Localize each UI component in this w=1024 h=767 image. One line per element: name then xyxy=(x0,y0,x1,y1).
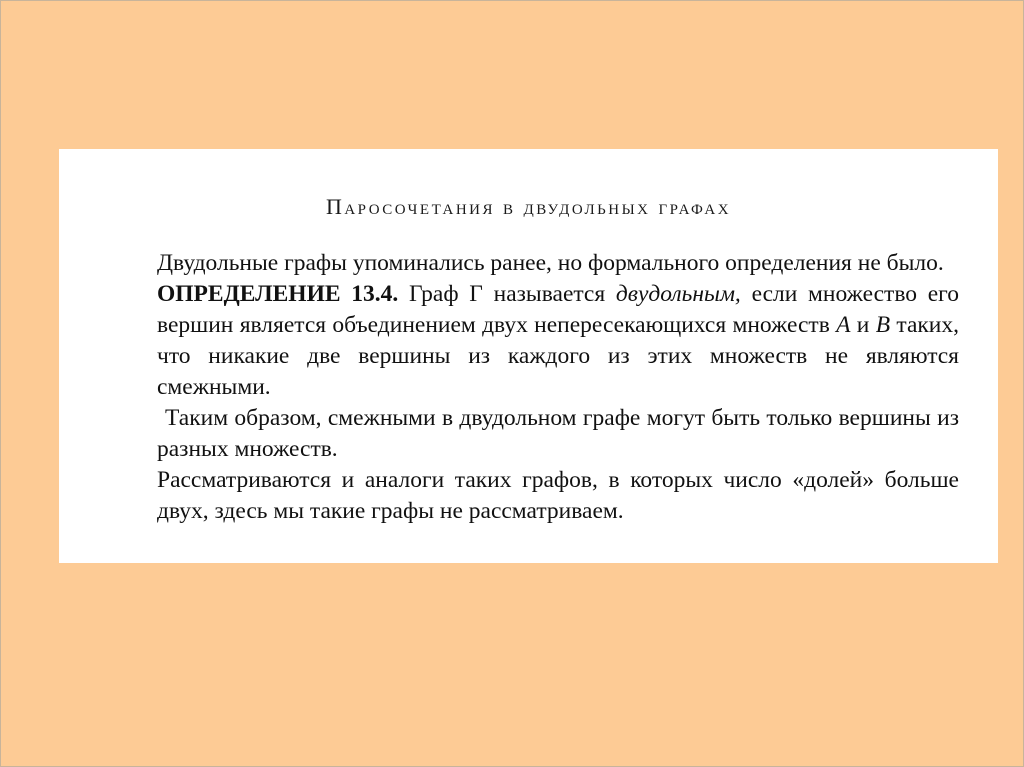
intro-paragraph: Двудольные графы упоминались ранее, но формального определения не было. xyxy=(157,250,944,276)
set-b-symbol: B xyxy=(875,312,891,338)
slide-heading: Паросочетания в двудольных графах xyxy=(325,194,732,219)
definition-text-b: если множество его вершин является объединением двух непересекающихся множеств xyxy=(157,281,959,338)
remark-paragraph: Рассматриваются и аналоги таких графов, в которых число «долей» больше двух, здесь мы такие графы не рассматриваем. xyxy=(157,467,959,524)
definition-term: двудольным, xyxy=(615,281,741,307)
definition-text-a: Граф Г называется xyxy=(398,281,616,307)
definition-label: ОПРЕДЕЛЕНИЕ 13.4. xyxy=(157,281,399,307)
consequence-paragraph: Таким образом, смежными в двудольном графе могут быть только вершины из разных множеств. xyxy=(157,405,959,462)
slide-body xyxy=(157,248,959,527)
definition-text-c: и xyxy=(850,312,876,338)
definition-paragraph xyxy=(157,279,959,403)
definition-text-d: таких, что никакие две вершины из каждого из этих множеств не являются смежными. xyxy=(157,312,959,400)
text-panel xyxy=(59,149,998,563)
set-a-symbol: A xyxy=(836,312,851,338)
